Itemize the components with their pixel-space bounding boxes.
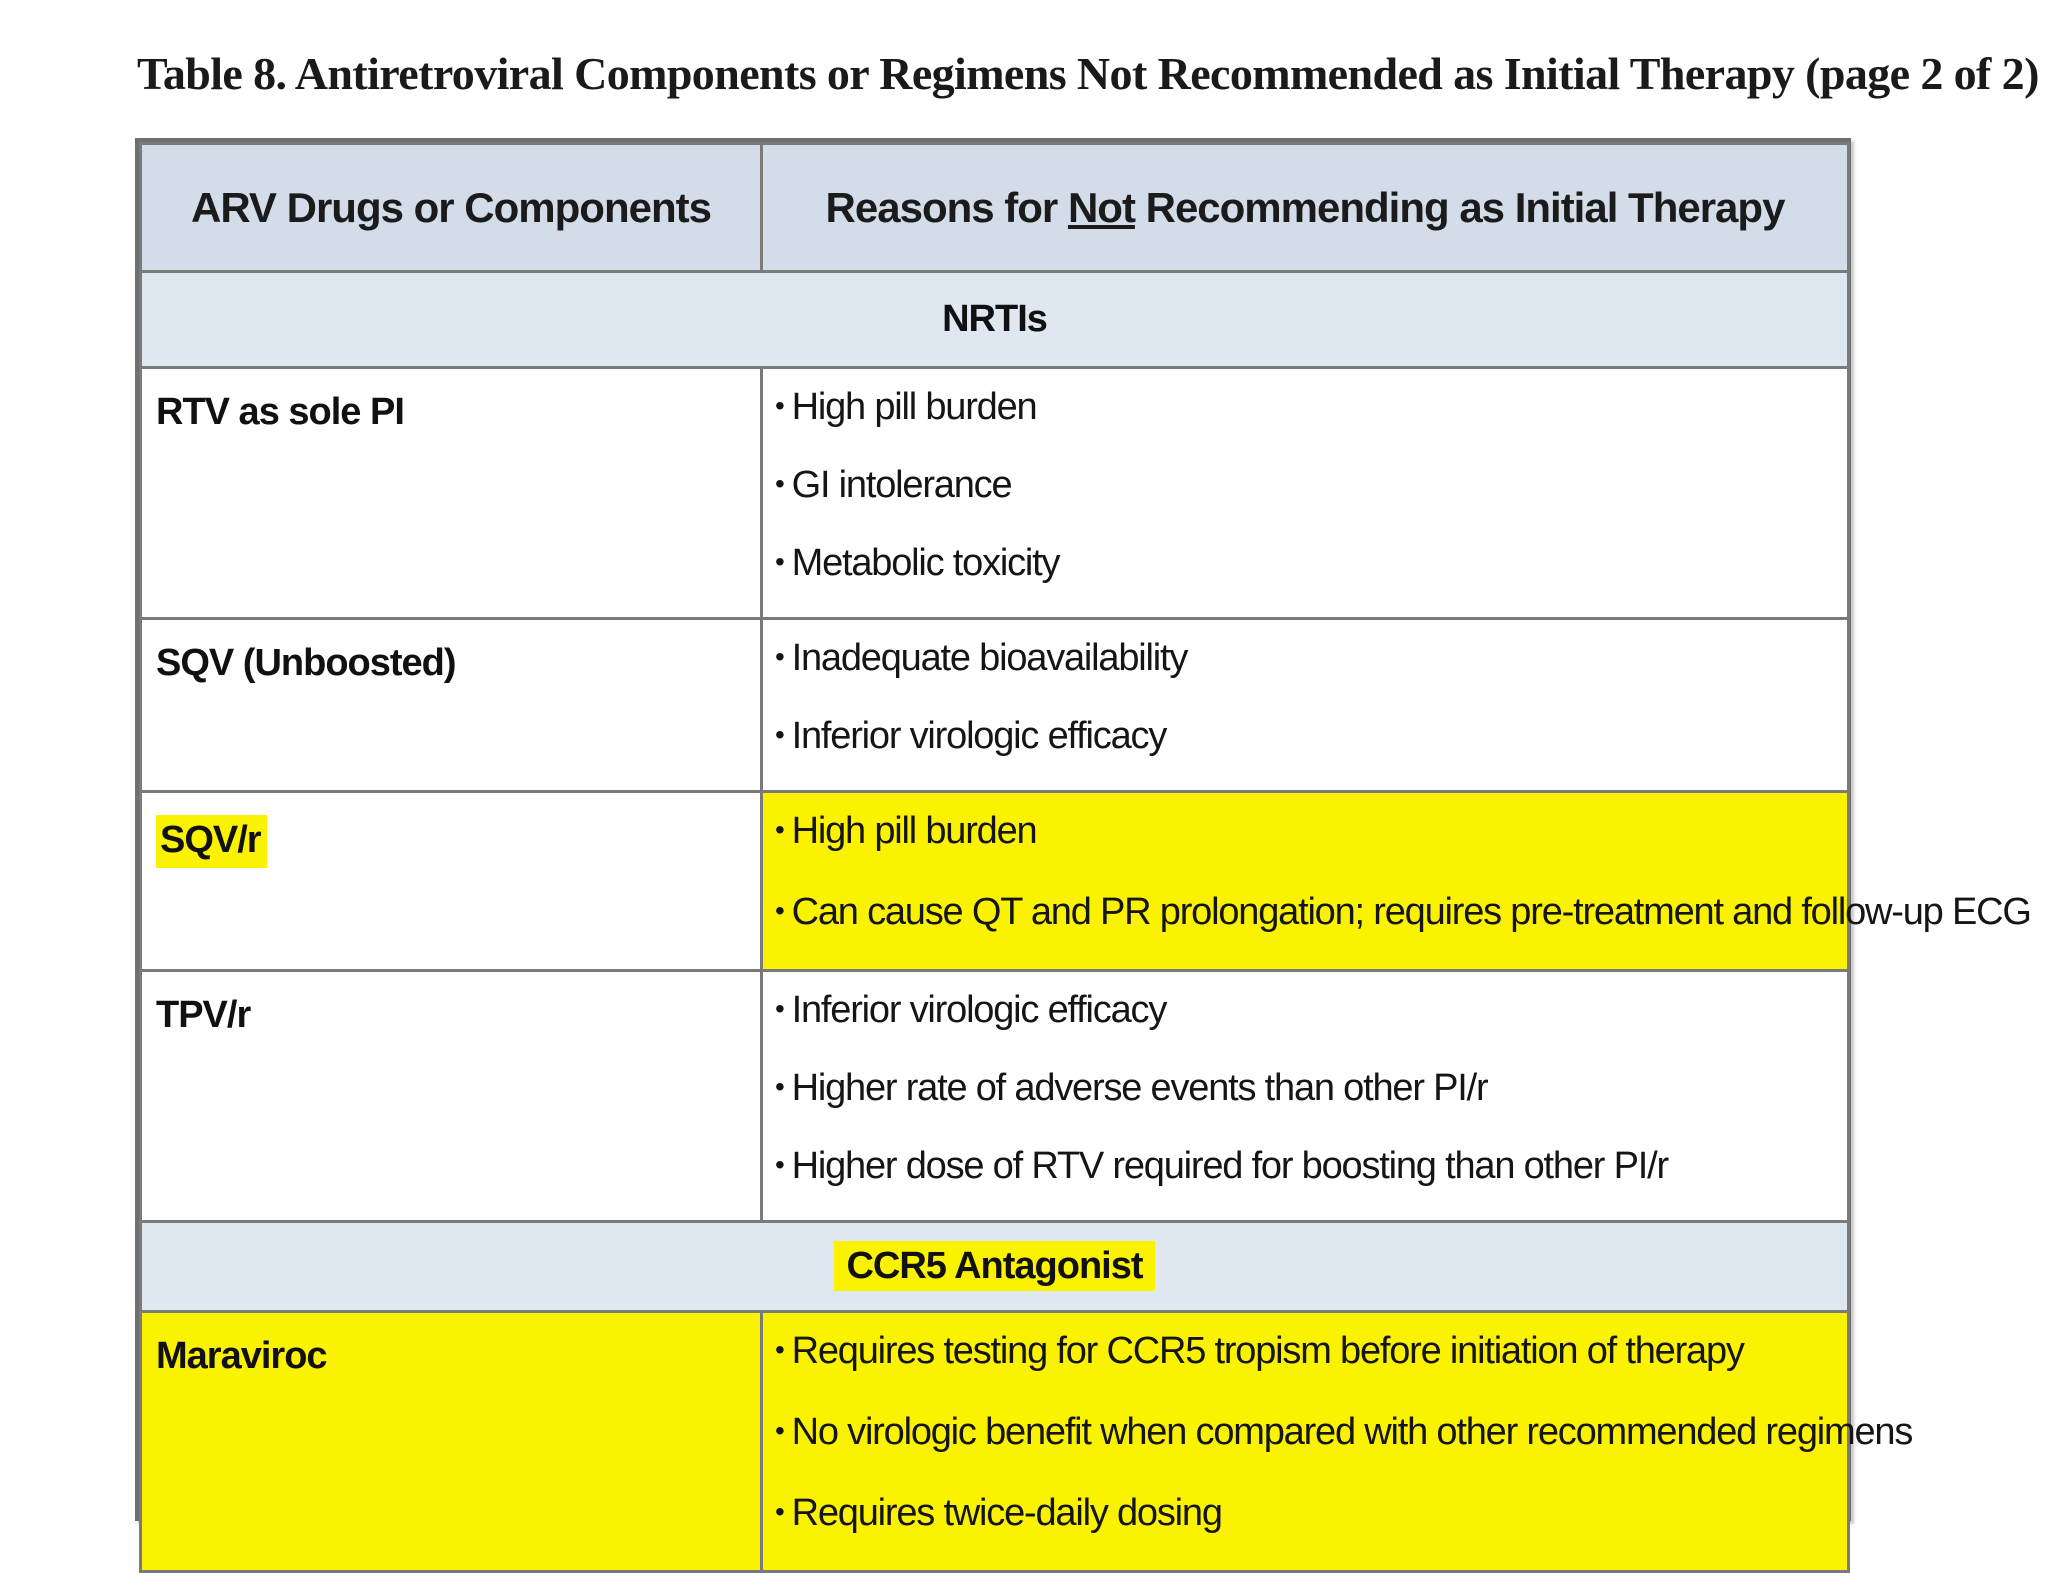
section-row-nrtis [141, 272, 1849, 368]
drug-name-cell: Maraviroc [141, 1312, 762, 1572]
reason-item: • Requires testing for CCR5 tropism before initiation of therapy [775, 1327, 1847, 1378]
reasons-cell-highlighted [762, 792, 2031, 971]
reason-item: • Higher rate of adverse events than other PI/r [775, 1064, 1847, 1115]
reasons-list [775, 807, 2031, 939]
regimen-table-container [135, 138, 2031, 1534]
page-title: Table 8. Antiretroviral Components or Regimens Not Recommended as Initial Therapy (page 2 of 2) [137, 48, 2039, 99]
section-label-ccr5-antagonist: CCR5 Antagonist [834, 1241, 1154, 1291]
reason-item: • High pill burden [775, 807, 1847, 858]
column-header-reasons-emphasis: Not [1067, 183, 1135, 231]
reasons-cell [762, 368, 1849, 619]
drug-name-cell: RTV as sole PI [141, 368, 762, 619]
section-label-cell [141, 1222, 1849, 1312]
column-header-reasons-suffix: Recommending as Initial Therapy [1134, 183, 1785, 231]
table-row [141, 971, 1849, 1222]
reasons-list [775, 986, 1847, 1193]
table-row [141, 619, 1849, 792]
drug-name-highlight: SQV/r [156, 815, 267, 868]
reason-item: • No virologic benefit when compared with other recommended regimens [775, 1408, 1847, 1459]
drug-name-cell [141, 792, 762, 971]
table-row-highlighted [141, 792, 1849, 971]
column-header-drugs: ARV Drugs or Components [141, 144, 762, 272]
table-row [141, 368, 1849, 619]
reasons-cell-highlighted [762, 1312, 1913, 1572]
reason-item: • High pill burden [775, 383, 1847, 434]
reasons-list [775, 383, 1847, 590]
drug-name-cell: SQV (Unboosted) [141, 619, 762, 792]
reasons-cell [762, 971, 1849, 1222]
reasons-list [775, 1327, 1913, 1540]
reason-item: • Inferior virologic efficacy [775, 712, 1847, 763]
reason-item: • Can cause QT and PR prolongation; requires pre-treatment and follow-up ECG [775, 888, 1847, 939]
reason-item: • Requires twice-daily dosing [775, 1489, 1847, 1540]
reason-item: • Higher dose of RTV required for boosting than other PI/r [775, 1142, 1847, 1193]
table-header-row [141, 144, 1849, 272]
reason-item: • Metabolic toxicity [775, 539, 1847, 590]
reasons-cell [762, 619, 1849, 792]
regimen-table [139, 142, 2031, 1573]
reasons-list [775, 634, 1847, 763]
column-header-reasons [762, 144, 1849, 272]
section-row-ccr5-antagonist [141, 1222, 1849, 1312]
reason-item: • Inferior virologic efficacy [775, 986, 1847, 1037]
reason-item: • Inadequate bioavailability [775, 634, 1847, 685]
table-row-highlighted [141, 1312, 1849, 1572]
column-header-reasons-prefix: Reasons for [825, 183, 1068, 231]
reason-item: • GI intolerance [775, 461, 1847, 512]
section-label-nrtis: NRTIs [141, 272, 1849, 368]
drug-name-cell: TPV/r [141, 971, 762, 1222]
